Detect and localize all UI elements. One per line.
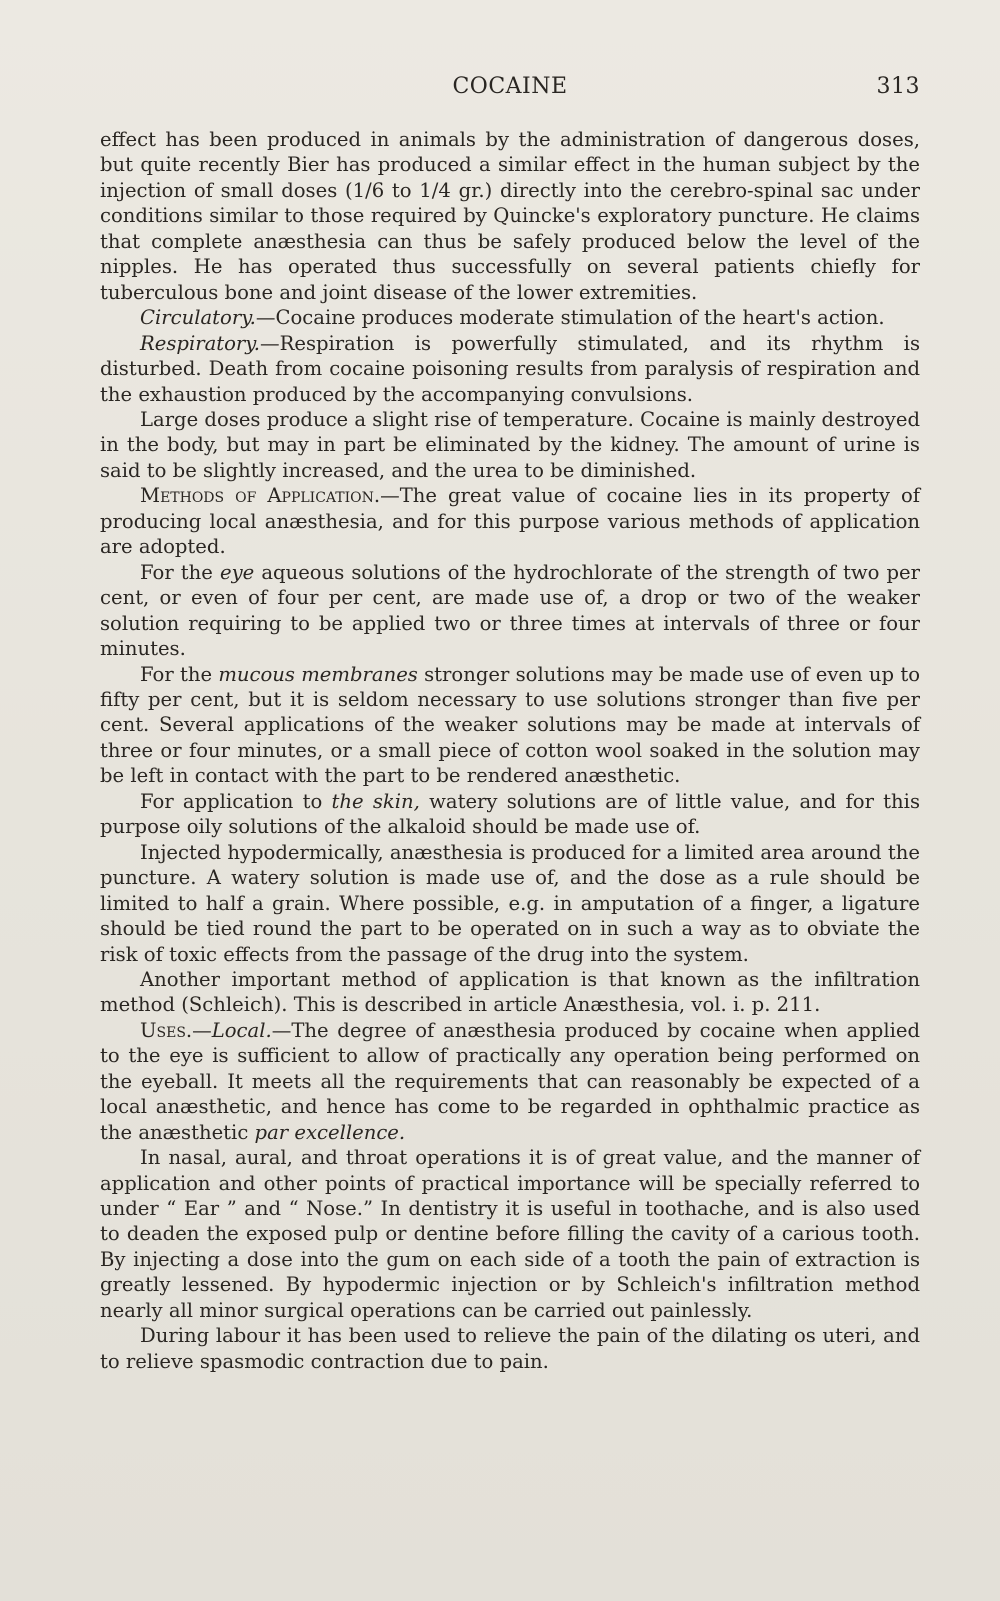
chapter-title: COCAINE <box>452 74 568 99</box>
paragraph-5: Methods of Application.—The great value of cocaine lies in its property of producing local anæsthesia, and for this purpose various methods of application are adopted. <box>100 484 921 559</box>
paragraph-13: During labour it has been used to relieve the pain of the dilating os uteri, and to relieve spasmodic contraction due to pain. <box>100 1324 920 1373</box>
paragraph-12: In nasal, aural, and throat operations it is of great value, and the manner of application and other points of practical importance will be specially referred to under “ Ear ” and “ Nose.” In dentistry it is useful in toothache, and is also used to deaden the exposed pulp or dentine before filling the cavity of a carious tooth. By injecting a dose into the gum on each side of a tooth the pain of extraction is greatly lessened. By hypodermic injection or by Schleich's infiltration method nearly all minor surgical operations can be carried out painlessly. <box>100 1146 920 1322</box>
paragraph-10: Another important method of application is that known as the infiltration method (Schleich). This is described in article Anæsthesia, vol. i. p. 211. <box>100 967 920 1017</box>
paragraph-4: Large doses produce a slight rise of temperature. Cocaine is mainly destroyed in the body, but may in part be eliminated by the kidney. The amount of urine is said to be slightly increased, and the urea to be diminished. <box>100 407 920 482</box>
body-text <box>100 127 920 1374</box>
paragraph-8: For application to the skin, watery solutions are of little value, and for this purpose oily solutions of the alkaloid should be made use of. <box>100 789 920 839</box>
paragraph-1: effect has been produced in animals by the administration of dangerous doses, but quite recently Bier has produced a similar effect in the human subject by the injection of small doses (1/6 to 1/4 gr.) directly into the cerebro-spinal sac under conditions similar to those required by Quincke's exploratory puncture. He claims that complete anæsthesia can thus be safely produced below the level of the nipples. He has operated thus successfully on several patients chiefly for tuberculous bone and joint disease of the lower extremities. <box>100 128 920 304</box>
section-lead: Circulatory. <box>140 306 256 330</box>
paragraph-9: Injected hypodermically, anæsthesia is produced for a limited area around the puncture. A watery solution is made use of, and the dose as a rule should be limited to half a grain. Where possible, e.g. in amputation of a finger, a ligature should be tied round the part to be operated on in such a way as to obviate the risk of toxic effects from the passage of the drug into the system. <box>100 840 920 966</box>
running-head <box>100 74 920 104</box>
page-number: 313 <box>876 74 920 99</box>
paragraph-11: Uses.—Local.—The degree of anæsthesia produced by cocaine when applied to the eye is sufficient to allow of practically any operation being performed on the eyeball. It meets all the requirements that can reasonably be expected of a local anæsthetic, and hence has come to be regarded in ophthalmic practice as the anæsthetic par excellence. <box>100 1018 920 1144</box>
section-lead: Respiratory. <box>140 331 260 355</box>
paragraph-2: Circulatory.—Cocaine produces moderate stimulation of the heart's action. <box>140 306 885 330</box>
section-heading: Uses. <box>140 1018 193 1042</box>
section-heading: Methods of Application. <box>140 484 381 508</box>
paragraph-7: For the mucous membranes stronger solutions may be made use of even up to fifty per cent, but it is seldom necessary to use solutions stronger than five per cent. Several applications of the weaker solutions may be made at intervals of three or four minutes, or a small piece of cotton wool soaked in the solution may be left in contact with the part to be rendered anæsthetic. <box>100 662 920 788</box>
paragraph-6: For the eye aqueous solutions of the hydrochlorate of the strength of two per cent, or even of four per cent, are made use of, a drop or two of the weaker solution requiring to be applied two or three times at intervals of three or four minutes. <box>100 560 920 661</box>
paragraph-3: Respiratory.—Respiration is powerfully stimulated, and its rhythm is disturbed. Death from cocaine poisoning results from paralysis of respiration and the exhaustion produced by the accompanying convulsions. <box>100 331 920 406</box>
